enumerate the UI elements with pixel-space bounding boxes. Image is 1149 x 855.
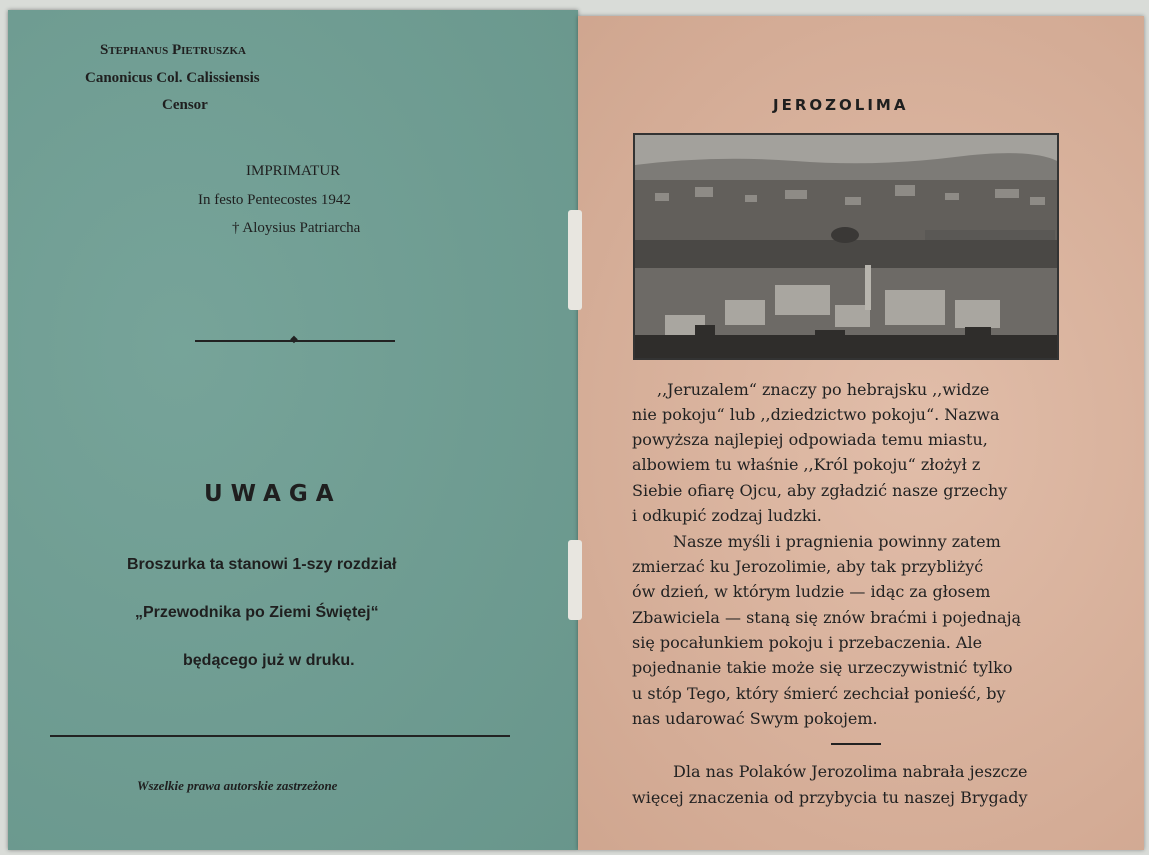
censor-name: Stephanus Pietruszka	[100, 42, 246, 58]
para1-line-6: i odkupić zodzaj ludzki.	[632, 506, 822, 525]
ornament-center-icon: ◆	[290, 334, 298, 345]
section-divider	[831, 743, 881, 745]
para3-line-1: Dla nas Polaków Jerozolima nabrała jeszcze	[673, 762, 1028, 781]
left-page	[8, 10, 578, 850]
notice-line-3: będącego już w druku.	[183, 652, 355, 669]
para1-line-5: Siebie ofiarę Ojcu, aby zgładzić nasze grzechy	[632, 481, 1008, 500]
para2-line-1: Nasze myśli i pragnienia powinny zatem	[673, 532, 1001, 551]
rights-notice: Wszelkie prawa autorskie zastrzeżone	[137, 778, 338, 793]
para2-line-7: u stóp Tego, który śmierć zechciał ponieść, by	[632, 684, 1006, 703]
para2-line-6: pojednanie takie może się urzeczywistnić tylko	[632, 658, 1013, 677]
imprimatur-signature: † Aloysius Patriarcha	[232, 220, 361, 236]
uwaga-heading: UWAGA	[204, 481, 342, 507]
binding-hole	[568, 210, 582, 310]
censor-role: Censor	[162, 97, 208, 113]
para2-line-8: nas udarować Swym pokojem.	[632, 709, 878, 728]
footer-rule	[50, 735, 510, 737]
page-title: JEROZOLIMA	[773, 96, 909, 114]
para2-line-4: Zbawiciela — staną się znów braćmi i pojednają	[632, 608, 1022, 627]
notice-line-1: Broszurka ta stanowi 1-szy rozdział	[127, 556, 397, 573]
para3-line-2: więcej znaczenia od przybycia tu naszej Brygady	[632, 788, 1028, 807]
para1-line-4: albowiem tu właśnie ,,Król pokoju“ złożył z	[632, 455, 981, 474]
imprimatur-heading: IMPRIMATUR	[246, 163, 341, 179]
para1-line-2: nie pokoju“ lub ,,dziedzictwo pokoju“. Nazwa	[632, 405, 1000, 424]
censor-title: Canonicus Col. Calissiensis	[85, 70, 260, 86]
para1-line-3: powyższa najlepiej odpowiada temu miastu,	[632, 430, 988, 449]
imprimatur-date: In festo Pentecostes 1942	[198, 192, 351, 208]
notice-line-2: „Przewodnika po Ziemi Świętej“	[135, 604, 379, 621]
binding-hole	[568, 540, 582, 620]
para1-line-1: ,,Jeruzalem“ znaczy po hebrajsku ,,widze	[657, 380, 990, 399]
para2-line-5: się pocałunkiem pokoju i przebaczenia. Ale	[632, 633, 983, 652]
para2-line-2: zmierzać ku Jerozolimie, aby tak przybliżyć	[632, 557, 984, 576]
para2-line-3: ów dzień, w którym ludzie — idąc za głosem	[632, 582, 991, 601]
jerusalem-panorama-photo	[633, 133, 1059, 360]
